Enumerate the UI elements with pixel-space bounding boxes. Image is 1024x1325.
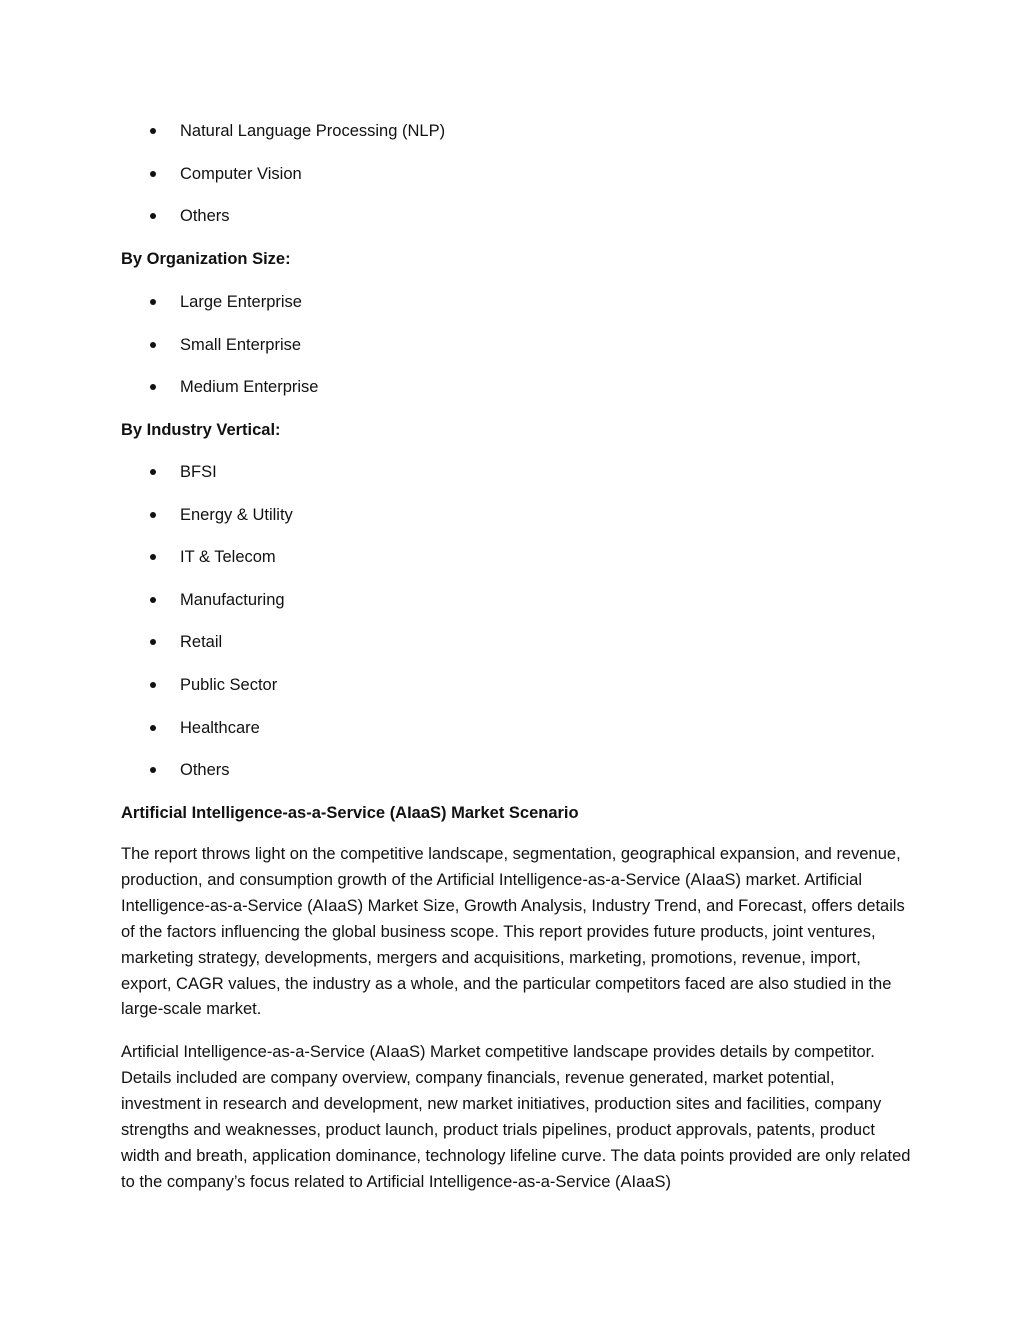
industry-heading: By Industry Vertical: xyxy=(121,421,281,439)
bullet-icon xyxy=(150,469,156,475)
list-item-text: Medium Enterprise xyxy=(180,378,319,397)
list-item xyxy=(121,118,445,161)
list-item xyxy=(121,203,445,246)
bullet-icon xyxy=(150,213,156,219)
bullet-icon xyxy=(150,299,156,305)
bullet-icon xyxy=(150,171,156,177)
scenario-heading: Artificial Intelligence-as-a-Service (AIaaS) Market Scenario xyxy=(121,804,579,822)
org-size-heading: By Organization Size: xyxy=(121,250,291,268)
list-item xyxy=(121,544,293,587)
bullet-icon xyxy=(150,384,156,390)
list-item xyxy=(121,161,445,204)
list-item xyxy=(121,587,293,630)
list-item-text: IT & Telecom xyxy=(180,548,276,567)
bullet-icon xyxy=(150,342,156,348)
list-item-text: Others xyxy=(180,761,230,780)
list-item xyxy=(121,672,293,715)
list-item-text: Energy & Utility xyxy=(180,505,293,524)
list-item-text: Small Enterprise xyxy=(180,335,302,354)
list-item-text: Large Enterprise xyxy=(180,293,302,311)
org-size-list xyxy=(121,289,318,417)
bullet-icon xyxy=(150,554,156,560)
industry-list xyxy=(121,459,293,800)
list-item-text: Others xyxy=(180,207,230,226)
paragraph-competitive: Artificial Intelligence-as-a-Service (AIaaS) Market competitive landscape provides details by competitor. Details included are company overview, company financials, revenue generated, market potential, investment in research and development, new market initiatives, production sites and facilities, company strengths and weaknesses, product launch, product trials pipelines, product approvals, patents, product width and breath, application dominance, technology lifeline curve. The data points provided are only related to the company’s focus related to Artificial Intelligence-as-a-Service (AIaaS) xyxy=(121,1043,911,1191)
list-item-text: Manufacturing xyxy=(180,590,285,609)
list-item xyxy=(121,332,318,375)
list-item xyxy=(121,374,318,417)
list-item xyxy=(121,757,293,800)
list-item-text: BFSI xyxy=(180,463,217,481)
bullet-icon xyxy=(150,512,156,518)
list-item xyxy=(121,459,293,502)
list-item-text: Healthcare xyxy=(180,718,260,737)
list-item xyxy=(121,715,293,758)
bullet-icon xyxy=(150,682,156,688)
bullet-icon xyxy=(150,128,156,134)
list-item-text: Natural Language Processing (NLP) xyxy=(180,122,446,140)
paragraph-landscape: The report throws light on the competitive landscape, segmentation, geographical expansion, and revenue, production, and consumption growth of the Artificial Intelligence-as-a-Service (AIaaS) market. Artificial Intelligence-as-a-Service (AIaaS) Market Size, Growth Analysis, Industry Trend, and Forecast, offers details of the factors influencing the global business scope. This report provides future products, joint ventures, marketing strategy, developments, mergers and acquisitions, marketing, promotions, revenue, import, export, CAGR values, the industry as a whole, and the particular competitors faced are also studied in the large-scale market. xyxy=(121,845,905,1019)
bullet-icon xyxy=(150,767,156,773)
list-item-text: Retail xyxy=(180,633,223,652)
bullet-icon xyxy=(150,597,156,603)
list-item xyxy=(121,629,293,672)
list-item-text: Public Sector xyxy=(180,675,278,694)
list-item xyxy=(121,502,293,545)
list-item xyxy=(121,289,318,332)
bullet-icon xyxy=(150,639,156,645)
list-item-text: Computer Vision xyxy=(180,164,302,183)
bullet-icon xyxy=(150,725,156,731)
technology-list xyxy=(121,118,445,246)
